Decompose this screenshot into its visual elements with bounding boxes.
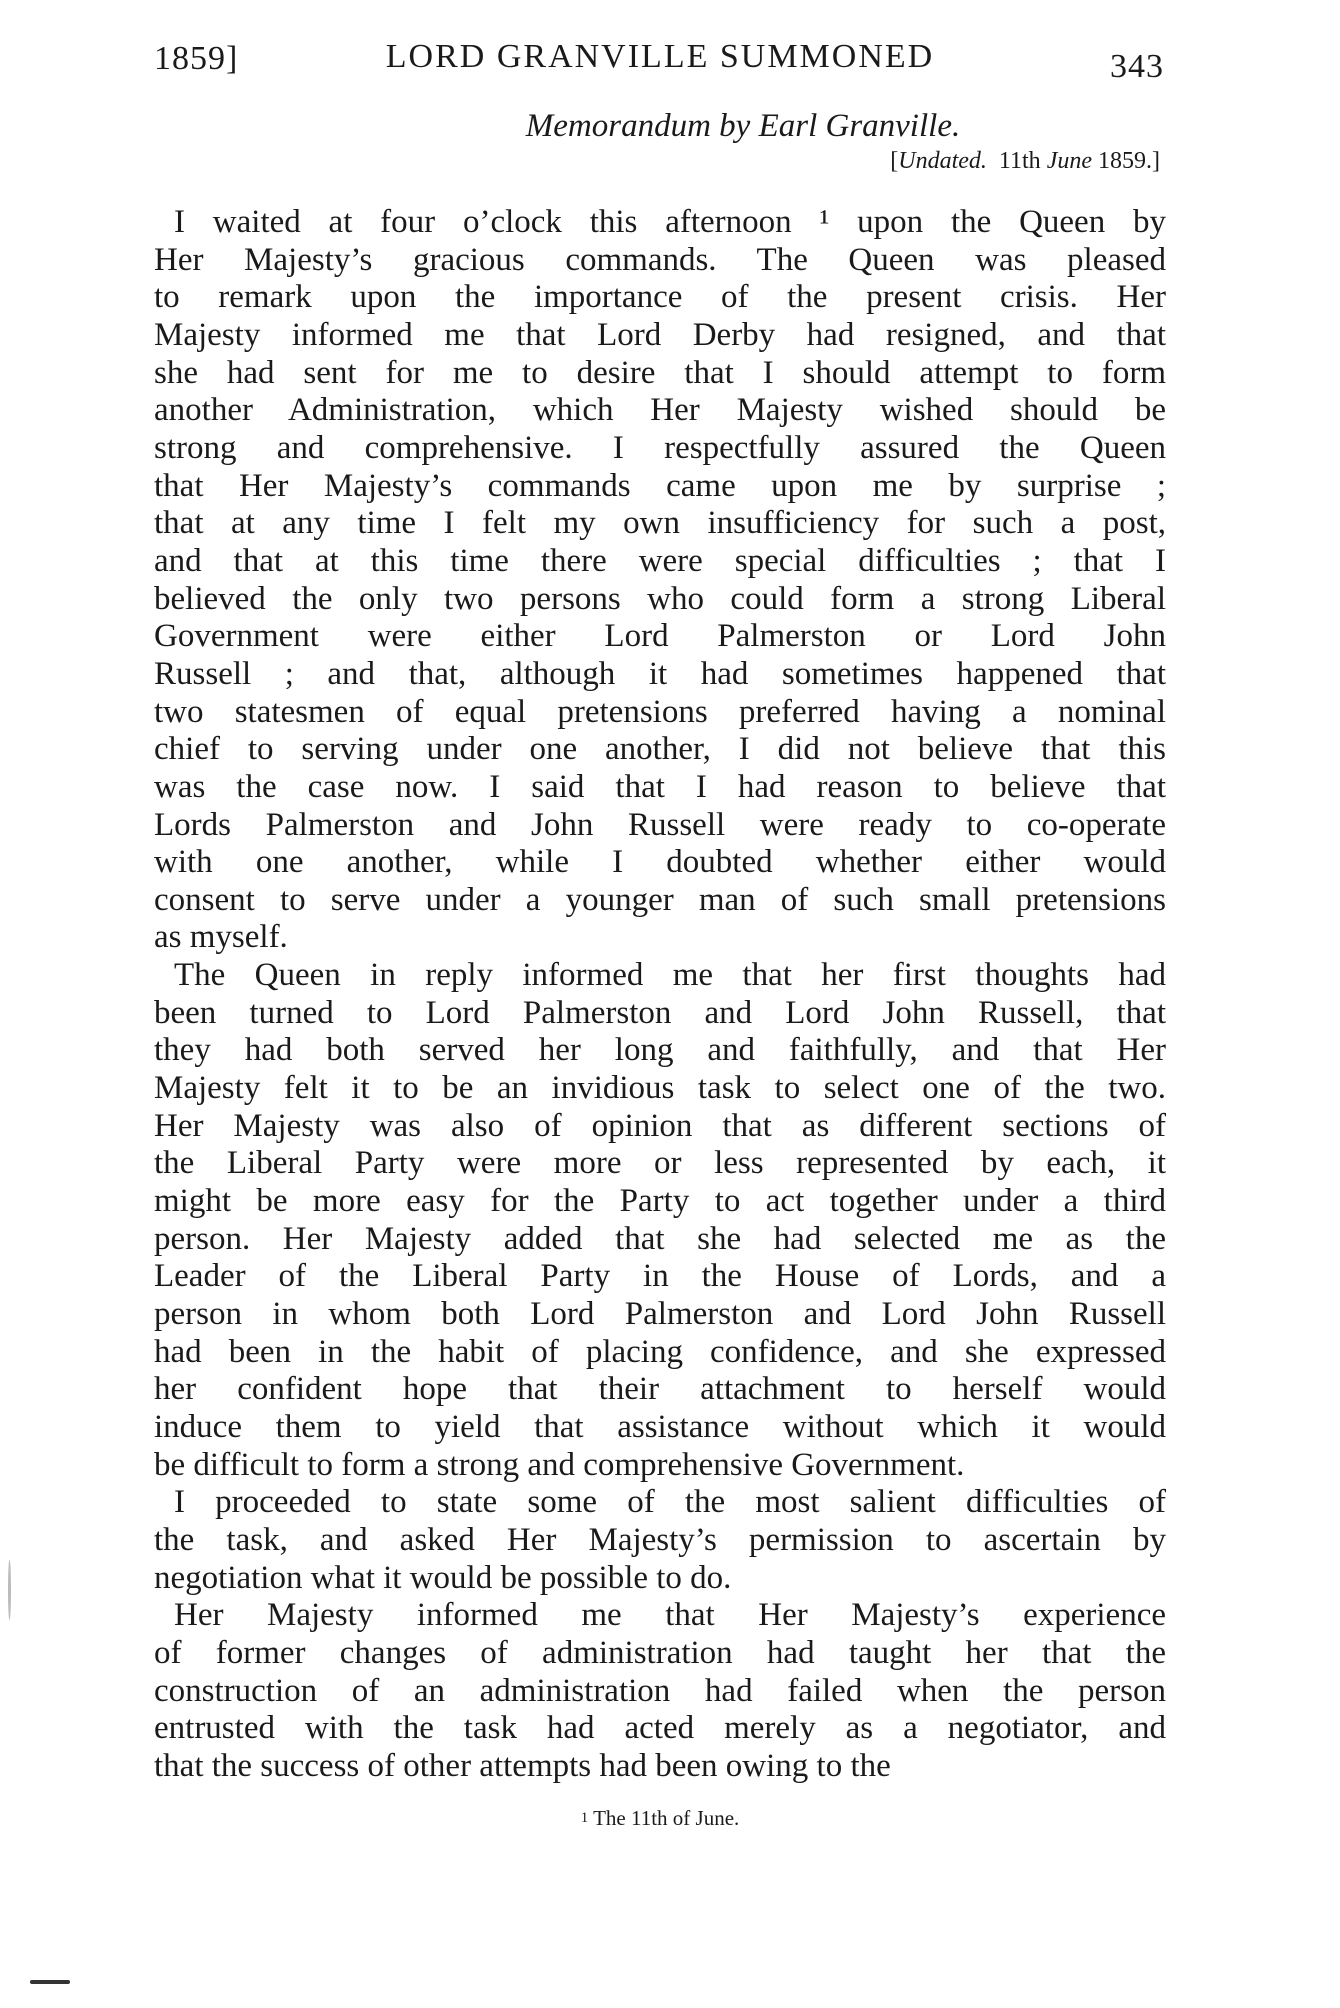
text-line: that at any time I felt my own insufficiency for such a post,: [154, 505, 1166, 542]
text-line: chief to serving under one another, I did not believe that this: [154, 731, 1166, 768]
dateline: [890, 148, 1160, 175]
text-line: Government were either Lord Palmerston or Lord John: [154, 618, 1166, 655]
page-number: 343: [1110, 48, 1164, 85]
text-line: believed the only two persons who could form a strong Liberal: [154, 580, 1166, 617]
text-line: that the success of other attempts had been owing to the: [154, 1747, 891, 1784]
text-line: they had both served her long and faithfully, and that Her: [154, 1032, 1166, 1069]
text-line: induce them to yield that assistance without which it would: [154, 1409, 1166, 1445]
text-line: Majesty informed me that Lord Derby had resigned, and that: [154, 316, 1166, 353]
text-line: to remark upon the importance of the present crisis. Her: [154, 279, 1166, 316]
scan-speck: [8, 1560, 11, 1620]
text-line: the Liberal Party were more or less represented by each, it: [154, 1145, 1166, 1182]
memo-title: Memorandum by Earl Granville.: [525, 108, 961, 144]
dateline-month: June: [1046, 148, 1092, 174]
text-line: construction of an administration had failed when the person: [154, 1672, 1166, 1709]
text-line: I proceeded to state some of the most salient difficulties of: [174, 1484, 1166, 1521]
text-line: strong and comprehensive. I respectfully assured the Queen: [154, 429, 1166, 466]
text-line: was the case now. I said that I had reason to believe that: [154, 768, 1166, 805]
text-line: with one another, while I doubted whether either would: [154, 844, 1166, 881]
text-line: Her Majesty’s gracious commands. The Queen was pleased: [154, 241, 1166, 278]
body-text: [154, 204, 1166, 1786]
footnote: [0, 1806, 1320, 1831]
scan-speck: [30, 1980, 70, 1984]
text-line: person in whom both Lord Palmerston and Lord John Russell: [154, 1296, 1166, 1333]
text-line: person. Her Majesty added that she had selected me as the: [154, 1220, 1166, 1257]
text-line: Her Majesty informed me that Her Majesty’s experience: [174, 1597, 1166, 1634]
text-line: had been in the habit of placing confidence, and she expressed: [154, 1333, 1166, 1370]
text-line: be difficult to form a strong and comprehensive Government.: [154, 1446, 965, 1483]
text-line: The Queen in reply informed me that her first thoughts had: [174, 957, 1166, 994]
text-line: she had sent for me to desire that I should attempt to form: [154, 354, 1166, 391]
text-line: Leader of the Liberal Party in the House of Lords, and a: [154, 1258, 1166, 1295]
text-line: that Her Majesty’s commands came upon me by surprise ;: [154, 467, 1166, 504]
text-line: entrusted with the task had acted merely as a negotiator, and: [154, 1710, 1166, 1747]
text-line: and that at this time there were special difficulties ; that I: [154, 542, 1166, 579]
running-head-title: LORD GRANVILLE SUMMONED: [385, 38, 935, 75]
text-line: Her Majesty was also of opinion that as different sections of: [154, 1107, 1166, 1144]
text-line: another Administration, which Her Majesty wished should be: [154, 392, 1166, 429]
text-line: consent to serve under a younger man of such small pretensions: [154, 881, 1166, 918]
dateline-day: 11th: [998, 148, 1041, 174]
text-line: her confident hope that their attachment to herself would: [154, 1371, 1166, 1408]
footnote-marker: 1: [580, 1810, 589, 1826]
text-line: of former changes of administration had taught her that the: [154, 1634, 1166, 1671]
text-line: might be more easy for the Party to act together under a third: [154, 1183, 1166, 1220]
text-line: two statesmen of equal pretensions preferred having a nominal: [154, 693, 1166, 730]
text-line: been turned to Lord Palmerston and Lord John Russell, that: [154, 994, 1166, 1031]
running-head-year: 1859]: [154, 40, 239, 77]
text-line: Majesty felt it to be an invidious task to select one of the two.: [154, 1070, 1166, 1107]
text-line: as myself.: [154, 919, 288, 956]
dateline-year: 1859.]: [1098, 148, 1160, 174]
footnote-text: The 11th of June.: [593, 1806, 740, 1830]
dateline-undated: Undated.: [898, 148, 987, 174]
text-line: Lords Palmerston and John Russell were ready to co-operate: [154, 806, 1166, 843]
text-line: negotiation what it would be possible to do.: [154, 1559, 732, 1596]
text-line: I waited at four o’clock this afternoon ¹ upon the Queen by: [174, 204, 1166, 240]
text-line: the task, and asked Her Majesty’s permission to ascertain by: [154, 1521, 1166, 1558]
text-line: Russell ; and that, although it had sometimes happened that: [154, 655, 1166, 692]
dateline-open: [: [890, 148, 899, 174]
